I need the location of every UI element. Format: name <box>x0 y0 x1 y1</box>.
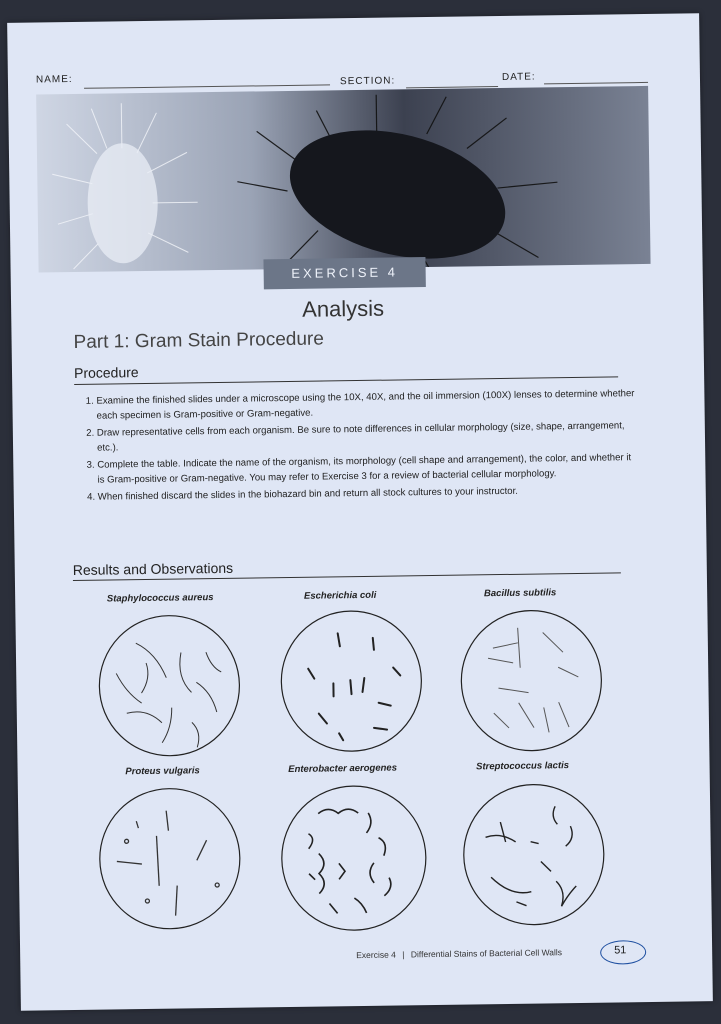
name-blank <box>84 84 330 88</box>
organism-label-streptococcus: Streptococcus lactis <box>476 760 570 773</box>
procedure-step-2: 2. Draw representative cells from each organism. Be sure to note differences in cellular morphology (size, shape, arrangement, etc.). <box>97 418 637 456</box>
bacteria-micrograph-image <box>36 86 650 273</box>
page-number: 51 <box>614 944 627 957</box>
drawing-circle-streptococcus <box>460 781 608 929</box>
footer-exercise: Exercise 4 <box>356 949 396 961</box>
footer-separator: | <box>402 949 405 960</box>
date-blank <box>544 82 648 84</box>
date-label: DATE: <box>501 71 536 83</box>
exercise-tab: EXERCISE 4 <box>263 257 425 289</box>
drawing-circle-enterobacter <box>278 782 430 934</box>
procedure-step-1: 1. Examine the finished slides under a microscope using the 10X, 40X, and the oil immersion (100X) lenses to determine whether each specimen is Gram-positive or Gram-negative. <box>96 386 636 424</box>
worksheet-page <box>7 13 713 1011</box>
procedure-rule <box>74 376 618 385</box>
drawing-circle-bacillus <box>457 607 605 755</box>
organism-label-staphylococcus: Staphylococcus aureus <box>106 592 214 605</box>
footer-text <box>356 947 562 960</box>
section-label: SECTION: <box>339 75 396 88</box>
procedure-step-4: 4. When finished discard the slides in the biohazard bin and return all stock cultures to your instructor. <box>98 482 638 505</box>
drawing-circle-escherichia <box>277 607 425 755</box>
name-label: NAME: <box>35 73 73 86</box>
organism-label-escherichia: Escherichia coli <box>303 589 377 602</box>
organism-label-proteus: Proteus vulgaris <box>125 765 200 778</box>
procedure-list <box>74 386 638 507</box>
procedure-step-3: 3. Complete the table. Indicate the name of the organism, its morphology (cell shape and arrangement), the color, and whether it is Gram-positive or Gram-negative. You may refer to Exercise 3 for a review of bacterial cellular morphology. <box>97 450 637 488</box>
banner-image <box>36 86 650 273</box>
footer-chapter: Differential Stains of Bacterial Cell Walls <box>410 947 563 960</box>
organism-label-bacillus: Bacillus subtilis <box>483 587 557 600</box>
organism-label-enterobacter: Enterobacter aerogenes <box>288 762 398 776</box>
drawing-circle-staphylococcus <box>95 612 243 760</box>
drawing-circle-proteus <box>96 785 244 933</box>
procedure-heading: Procedure <box>73 364 139 381</box>
results-heading: Results and Observations <box>72 559 234 579</box>
part-title: Part 1: Gram Stain Procedure <box>73 328 325 353</box>
page-title: Analysis <box>301 295 385 322</box>
